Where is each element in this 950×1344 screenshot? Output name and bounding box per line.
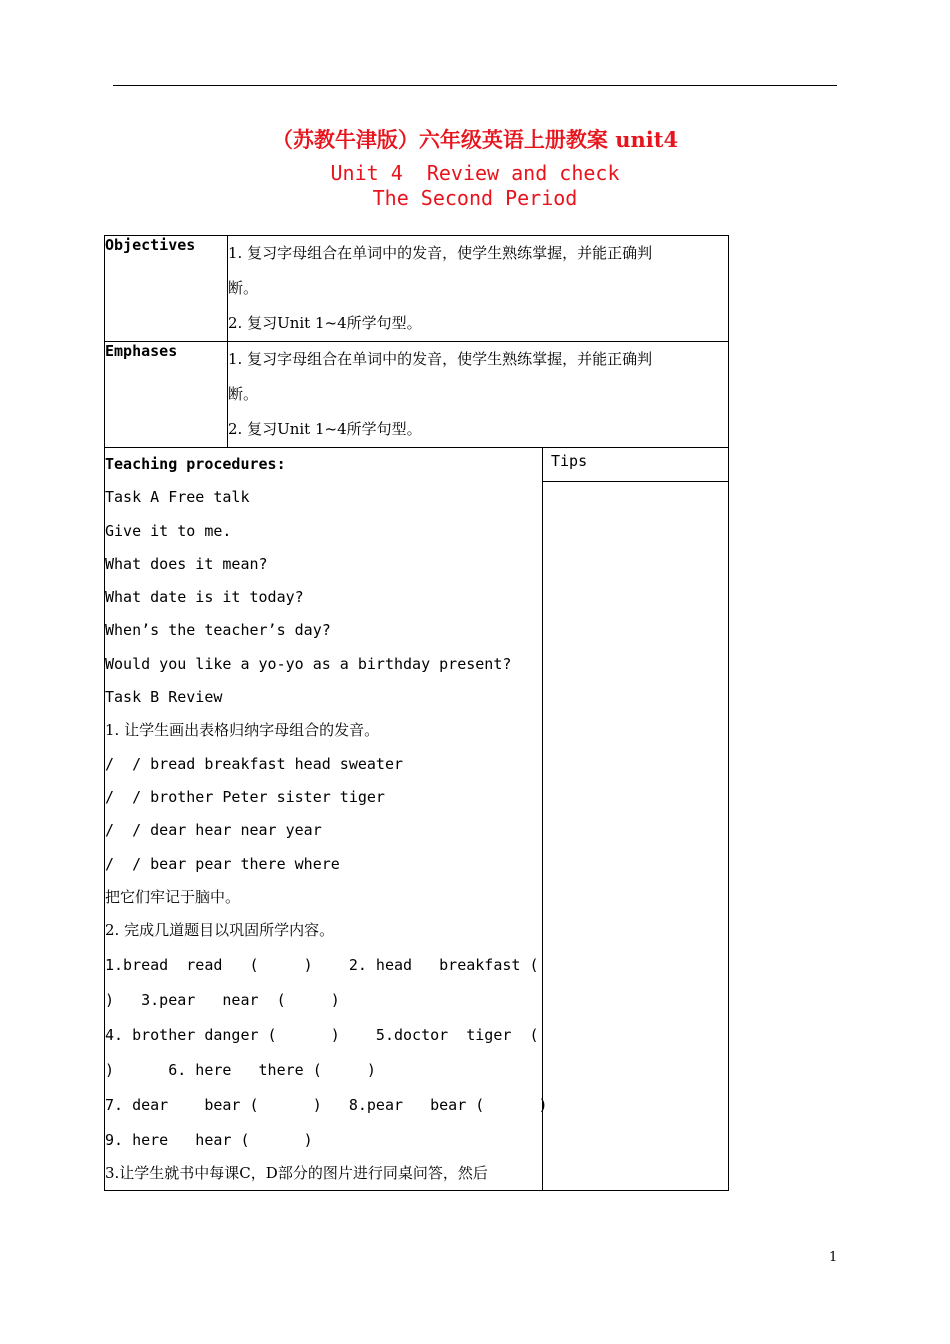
- emphasis-item: 1. 复习字母组合在单词中的发音，使学生熟练掌握，并能正确判: [228, 350, 653, 368]
- objective-item: 1. 复习字母组合在单词中的发音，使学生熟练掌握，并能正确判: [228, 244, 653, 262]
- emphases-content: [228, 342, 729, 448]
- emphases-label: Emphases: [105, 342, 228, 448]
- objectives-label: Objectives: [105, 236, 228, 342]
- objectives-row: [105, 236, 729, 342]
- objectives-content: [228, 236, 729, 342]
- header-rule: [113, 85, 837, 86]
- emphasis-item: 2. 复习Unit 1~4所学句型。: [228, 420, 422, 438]
- exercise-line: 4. brother danger ( ) 5.doctor tiger (: [105, 1026, 539, 1045]
- emphases-row: [105, 342, 729, 448]
- tips-label: Tips: [543, 448, 728, 482]
- unit-line: Unit 4 Review and check: [330, 161, 620, 185]
- procedure-line: What date is it today?: [105, 588, 304, 607]
- procedures-label: Teaching procedures:: [105, 455, 286, 473]
- exercise-line: 1.bread read ( ) 2. head breakfast (: [105, 956, 539, 975]
- procedure-line: Would you like a yo-yo as a birthday present?: [105, 654, 512, 673]
- procedure-line: Give it to me.: [105, 521, 232, 540]
- objective-item: 2. 复习Unit 1~4所学句型。: [228, 314, 422, 332]
- procedure-line: 把它们牢记于脑中。: [105, 887, 241, 906]
- procedure-line: / / bear pear there where: [105, 854, 340, 873]
- page-number: 1: [829, 1250, 838, 1265]
- lesson-plan-table: [104, 235, 729, 1191]
- exercise-line: ) 6. here there ( ): [105, 1060, 376, 1079]
- objective-item: 断。: [228, 279, 259, 297]
- tips-cell: [543, 448, 729, 1191]
- procedure-line: / / brother Peter sister tiger: [105, 787, 385, 806]
- procedure-line: 2. 完成几道题目以巩固所学内容。: [105, 921, 335, 940]
- exercise-line: 7. dear bear ( ) 8.pear bear ( ): [105, 1096, 548, 1115]
- procedure-line: / / bread breakfast head sweater: [105, 754, 404, 773]
- procedure-line: 3.让学生就书中每课C，D部分的图片进行同桌问答，然后: [105, 1163, 488, 1182]
- unit-subtitle: [0, 161, 950, 211]
- period-line: The Second Period: [372, 186, 578, 210]
- document-title: （苏教牛津版）六年级英语上册教案 unit4: [271, 127, 679, 152]
- procedure-line: 1. 让学生画出表格归纳字母组合的发音。: [105, 721, 380, 740]
- procedure-line: When’s the teacher’s day?: [105, 621, 331, 640]
- procedures-row: [105, 448, 729, 1191]
- procedure-line: Task B Review: [105, 688, 223, 707]
- procedure-line: / / dear hear near year: [105, 821, 322, 840]
- exercise-line: 9. here hear ( ): [105, 1130, 313, 1149]
- procedures-cell: [105, 448, 548, 1191]
- procedure-line: Task A Free talk: [105, 488, 250, 507]
- procedure-line: What does it mean?: [105, 554, 268, 573]
- exercise-line: ) 3.pear near ( ): [105, 990, 340, 1009]
- emphasis-item: 断。: [228, 385, 259, 403]
